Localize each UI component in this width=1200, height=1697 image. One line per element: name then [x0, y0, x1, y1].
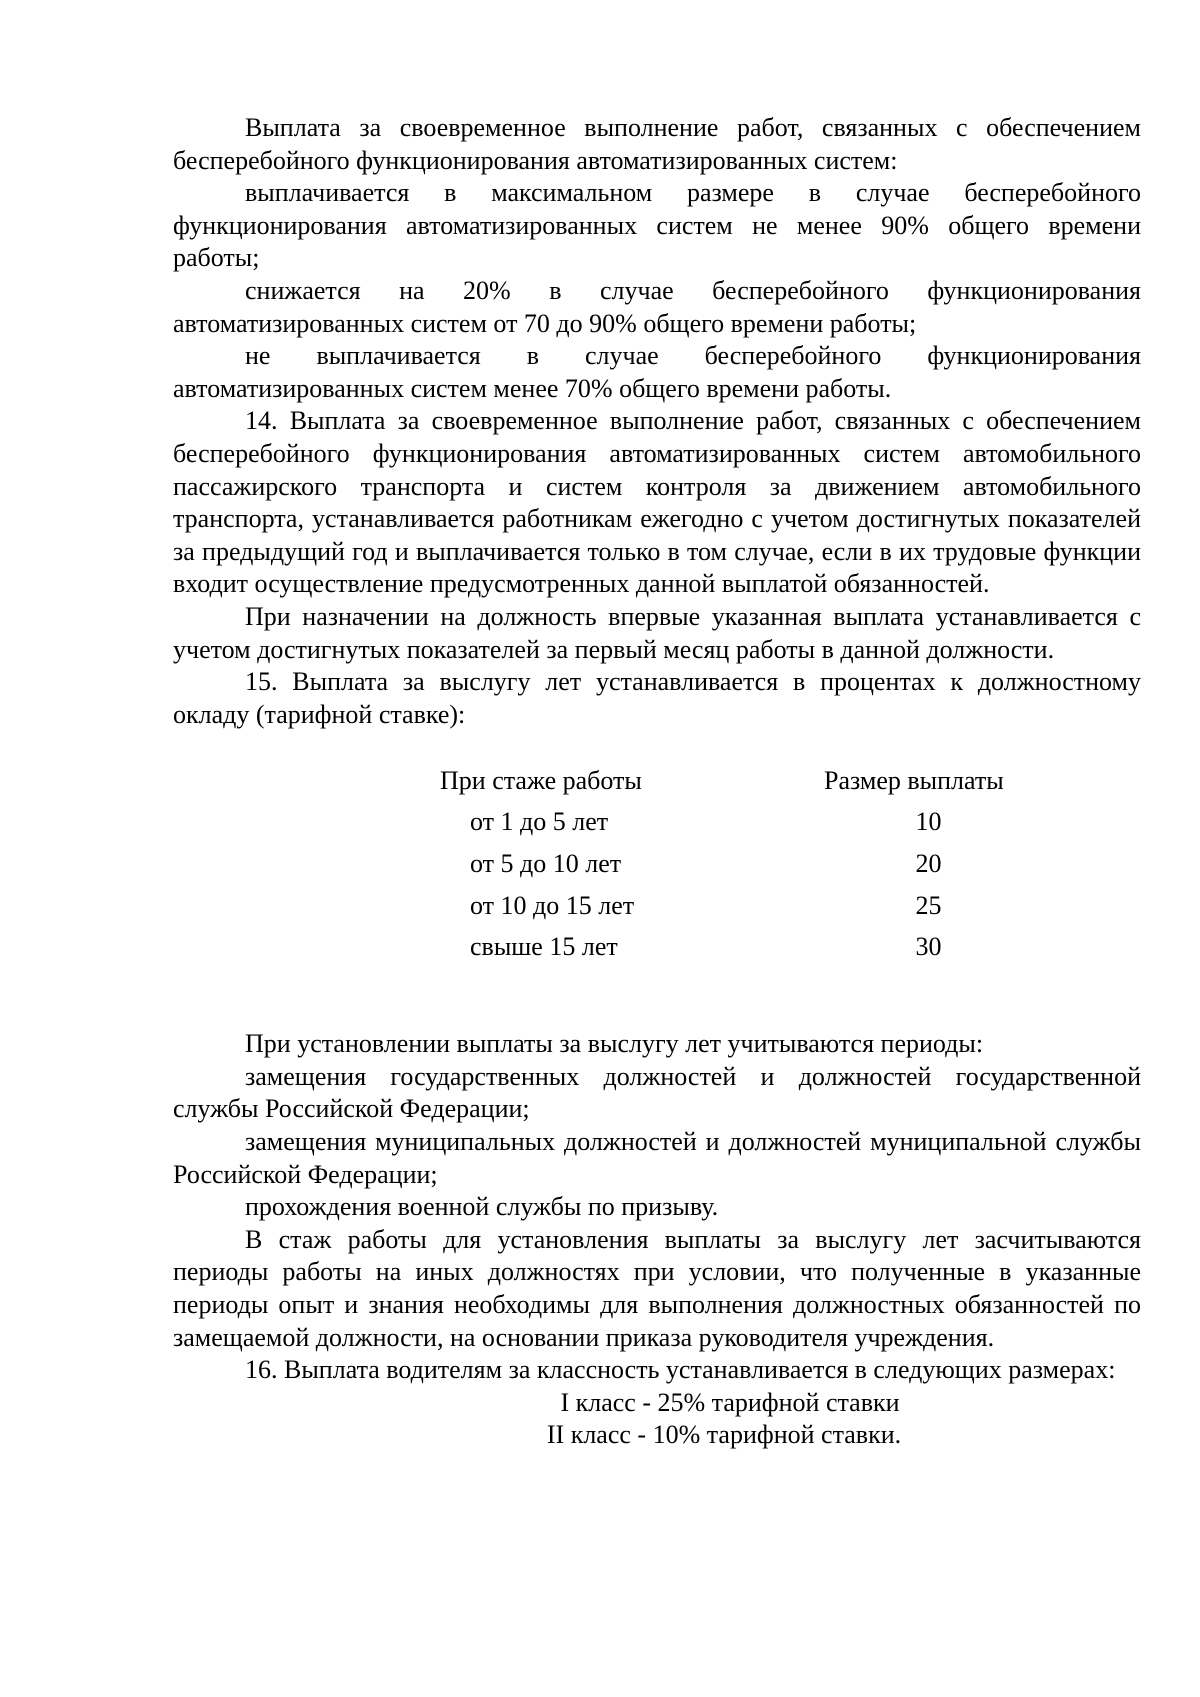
class-rate-line: I класс - 25% тарифной ставки [560, 1387, 900, 1417]
table-cell-value: 10 [915, 807, 942, 837]
paragraph: не выплачивается в случае бесперебойного функционирования автоматизированных систем менее 70% общего времени работы. [173, 341, 1141, 403]
table-cell-period: от 1 до 5 лет [470, 807, 609, 837]
paragraph: прохождения военной службы по призыву. [245, 1192, 719, 1222]
table-header-period: При стаже работы [440, 766, 642, 796]
table-row [173, 931, 1141, 971]
document-body [173, 112, 1141, 1452]
table-cell-value: 30 [915, 932, 942, 962]
paragraph: При назначении на должность впервые указанная выплата устанавливается с учетом достигнутых показателей за первый месяц работы в данной должности. [173, 601, 1141, 664]
table-cell-value: 25 [915, 891, 942, 921]
paragraph: 16. Выплата водителям за классность устанавливается в следующих размерах: [245, 1355, 1116, 1385]
paragraph: замещения муниципальных должностей и должностей муниципальной службы Российской Федерации; [173, 1127, 1141, 1189]
paragraph: выплачивается в максимальном размере в случае бесперебойного функционирования автоматизированных систем не менее 90% общего времени работы; [173, 178, 1141, 273]
paragraph: В стаж работы для установления выплаты за выслугу лет засчитываются периоды работы на иных должностях при условии, что полученные в указанные периоды опыт и знания необходимы для выполнения должностных обязанностей по замещаемой должности, на основании приказа руководителя учреждения. [173, 1224, 1141, 1352]
paragraph: 15. Выплата за выслугу лет устанавливается в процентах к должностному окладу (тарифной ставке): [173, 667, 1141, 729]
seniority-table [173, 765, 1141, 974]
paragraph: При установлении выплаты за выслугу лет учитываются периоды: [245, 1029, 984, 1059]
paragraph: 14. Выплата за своевременное выполнение работ, связанных с обеспечением бесперебойного функционирования автоматизированных систем автомобильного пассажирского транспорта и систем контроля за движением автомобильного транспорта, устанавливается работникам ежегодно с учетом достигнутых показателей за предыдущий год и выплачивается только в том случае, если в их трудовые функции входит осуществление предусмотренных данной выплатой обязанностей. [173, 406, 1141, 599]
table-header-row [173, 765, 1141, 805]
paragraph: снижается на 20% в случае бесперебойного функционирования автоматизированных систем от 70 до 90% общего времени работы; [173, 275, 1141, 338]
table-cell-period: от 10 до 15 лет [470, 891, 635, 921]
table-row [173, 890, 1141, 930]
table-cell-value: 20 [915, 849, 942, 879]
paragraph: Выплата за своевременное выполнение работ, связанных с обеспечением бесперебойного функционирования автоматизированных систем: [173, 113, 1141, 175]
table-cell-period: свыше 15 лет [470, 932, 618, 962]
table-row [173, 806, 1141, 846]
table-header-value: Размер выплаты [824, 766, 1004, 796]
class-rate-line: II класс - 10% тарифной ставки. [546, 1420, 902, 1450]
paragraph: замещения государственных должностей и должностей государственной службы Российской Федерации; [173, 1061, 1141, 1124]
table-cell-period: от 5 до 10 лет [470, 849, 622, 879]
table-row [173, 848, 1141, 888]
